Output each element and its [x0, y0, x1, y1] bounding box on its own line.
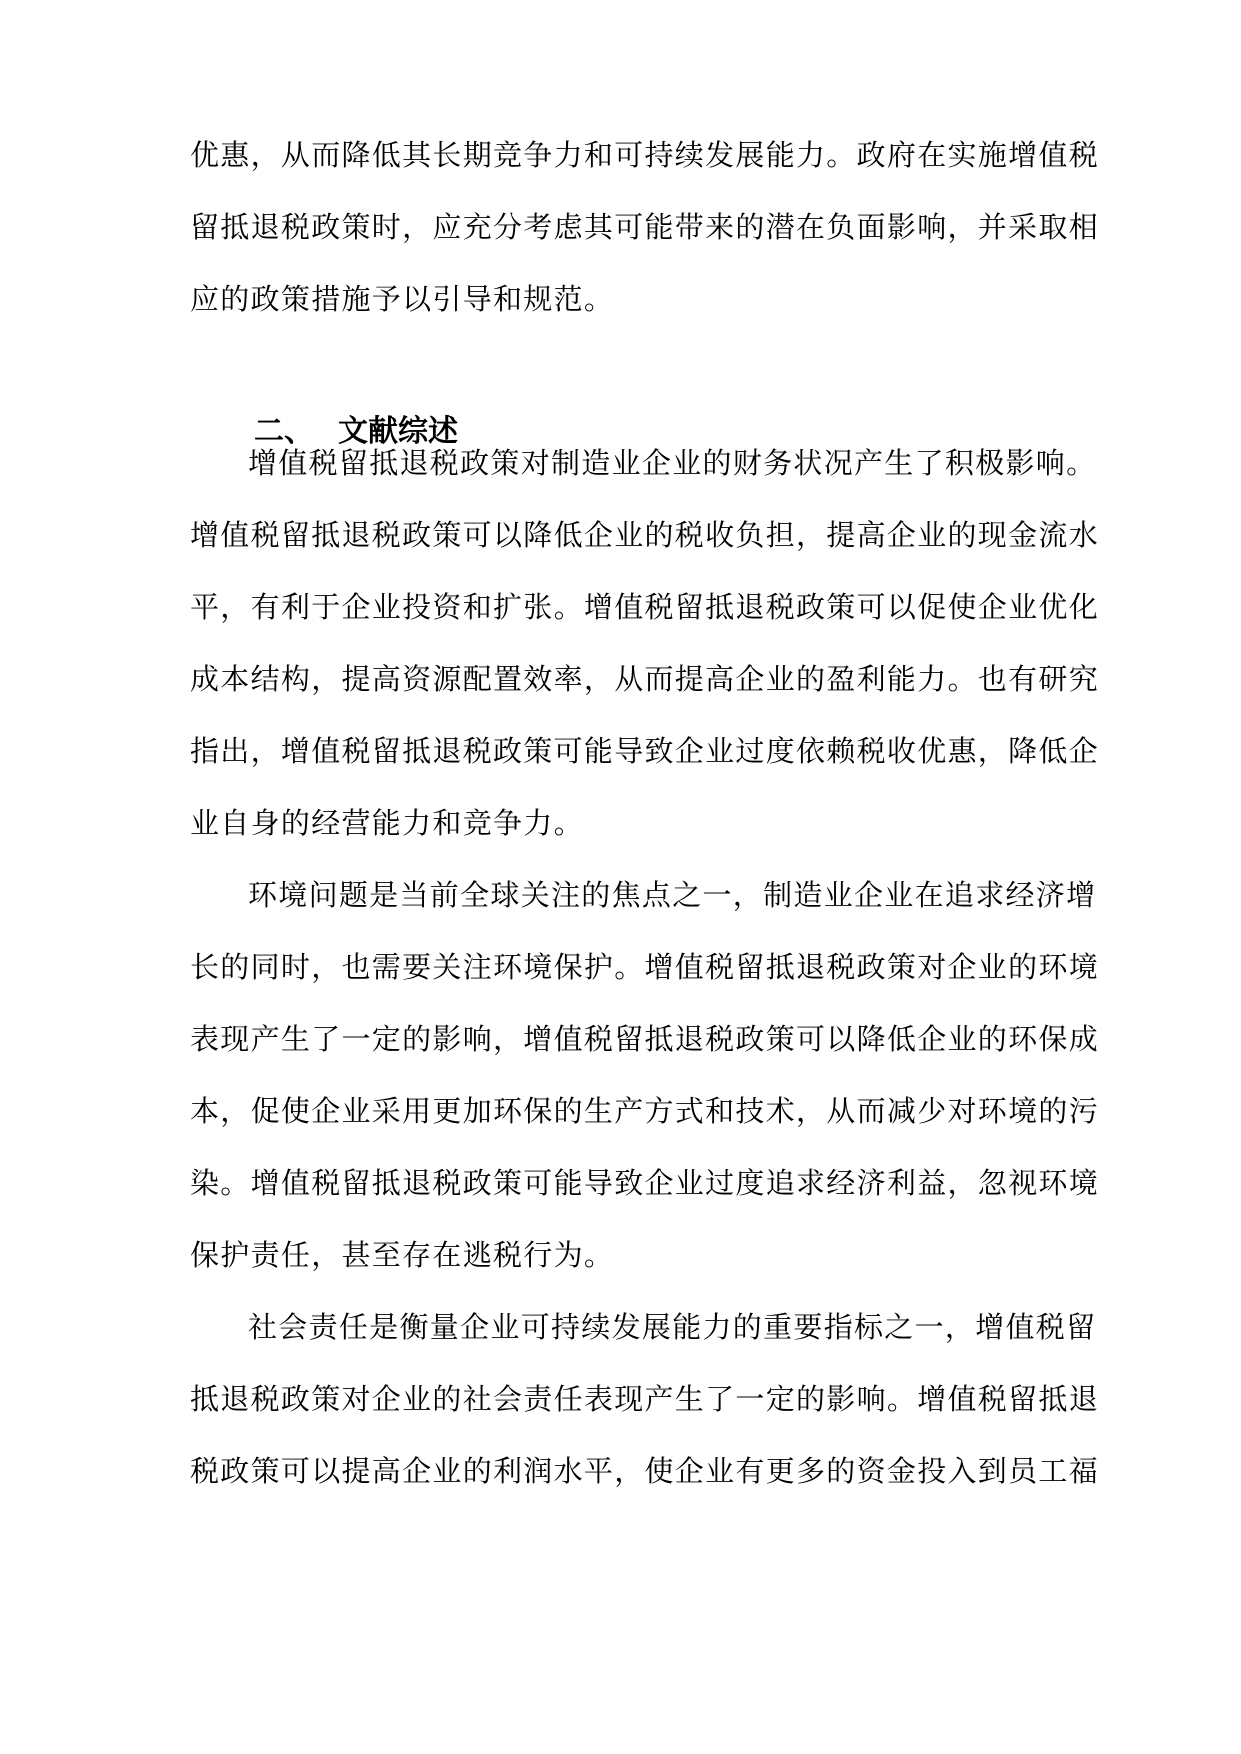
paragraph-line: 染。增值税留抵退税政策可能导致企业过度追求经济利益，忽视环境	[190, 1166, 1100, 1200]
paragraph-line: 增值税留抵退税政策可以降低企业的税收负担，提高企业的现金流水	[190, 518, 1100, 552]
paragraph-line: 抵退税政策对企业的社会责任表现产生了一定的影响。增值税留抵退	[190, 1382, 1100, 1416]
paragraph-line: 应的政策措施予以引导和规范。	[190, 282, 615, 316]
paragraph-line: 保护责任，甚至存在逃税行为。	[190, 1238, 615, 1272]
paragraph-line: 长的同时，也需要关注环境保护。增值税留抵退税政策对企业的环境	[190, 950, 1100, 984]
paragraph-line: 优惠，从而降低其长期竞争力和可持续发展能力。政府在实施增值税	[190, 138, 1100, 172]
paragraph-line: 增值税留抵退税政策对制造业企业的财务状况产生了积极影响。	[248, 446, 1097, 480]
paragraph-line: 业自身的经营能力和竞争力。	[190, 806, 584, 840]
paragraph-line: 成本结构，提高资源配置效率，从而提高企业的盈利能力。也有研究	[190, 662, 1100, 696]
section-number: 二、	[254, 414, 314, 449]
paragraph-line: 环境问题是当前全球关注的焦点之一，制造业企业在追求经济增	[248, 878, 1097, 912]
paragraph-line: 表现产生了一定的影响，增值税留抵退税政策可以降低企业的环保成	[190, 1022, 1100, 1056]
paragraph-line: 本，促使企业采用更加环保的生产方式和技术，从而减少对环境的污	[190, 1094, 1100, 1128]
paragraph-line: 税政策可以提高企业的利润水平，使企业有更多的资金投入到员工福	[190, 1454, 1100, 1488]
paragraph-line: 平，有利于企业投资和扩张。增值税留抵退税政策可以促使企业优化	[190, 590, 1100, 624]
paragraph-line: 留抵退税政策时，应充分考虑其可能带来的潜在负面影响，并采取相	[190, 210, 1100, 244]
paragraph-line: 指出，增值税留抵退税政策可能导致企业过度依赖税收优惠，降低企	[190, 734, 1100, 768]
section-title: 文献综述	[338, 414, 458, 449]
paragraph-line: 社会责任是衡量企业可持续发展能力的重要指标之一，增值税留	[248, 1310, 1097, 1344]
